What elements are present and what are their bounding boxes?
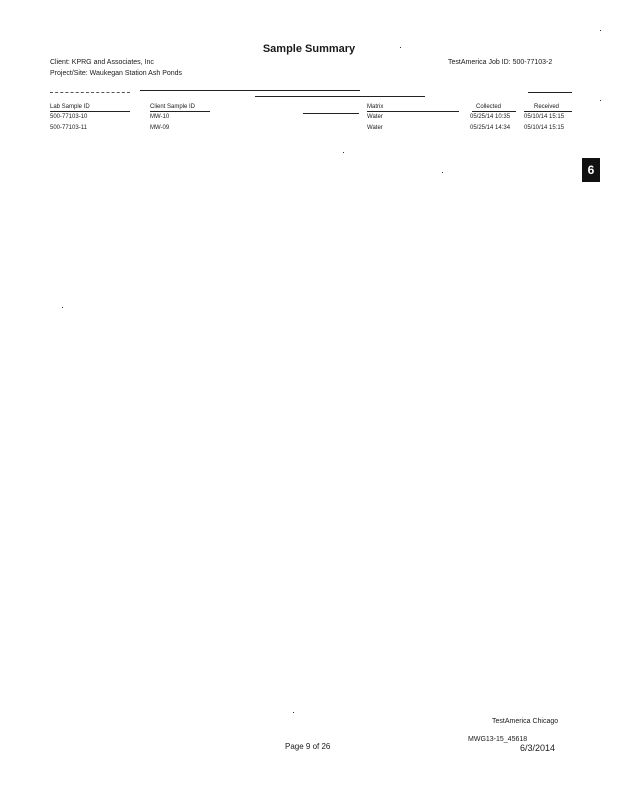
client-name: Client: KPRG and Associates, Inc [50,59,154,66]
scan-speck [400,47,401,48]
header-separator-mid2 [255,96,425,97]
col-collected: Collected [476,104,502,110]
scan-speck [62,307,63,308]
table-row-2-collected: 05/25/14 14:34 [470,125,511,131]
project-site: Project/Site: Waukegan Station Ash Ponds [50,70,183,77]
table-row-1-received: 05/10/14 15:15 [524,114,565,120]
footer-lab-name: TestAmerica Chicago [492,718,559,725]
col-matrix: Matrix [367,104,384,110]
job-id: TestAmerica Job ID: 500-77103-2 [448,59,553,66]
col-received: Received [534,104,560,110]
table-row-1-matrix: Water [367,114,383,120]
header-underline [50,111,130,112]
header-separator-left [50,92,130,93]
table-row-2-received: 05/10/14 15:15 [524,125,565,131]
section-tab: 6 [582,158,600,182]
scan-speck [293,712,294,713]
scan-speck [442,172,443,173]
table-row-1-collected: 05/25/14 10:35 [470,114,511,120]
header-underline [524,111,572,112]
table-row-2-matrix: Water [367,125,383,131]
table-row-1-lab-id: 500-77103-10 [50,114,88,120]
table-row-2-lab-id: 500-77103-11 [50,125,87,131]
footer-reference: MWG13-15_45618 [468,736,528,743]
page-title: Sample Summary [262,43,356,55]
col-client-sample-id: Client Sample ID [150,104,196,110]
table-row-2-client-id: MW-09 [150,125,170,131]
header-underline [303,113,359,114]
header-underline [150,111,210,112]
header-separator-right [528,92,572,93]
header-underline [472,111,516,112]
table-row-1-client-id: MW-10 [150,114,170,120]
scan-speck [600,100,601,101]
col-lab-sample-id: Lab Sample ID [50,104,90,110]
header-underline [367,111,459,112]
footer-date: 6/3/2014 [520,743,556,753]
header-separator-mid [140,90,360,91]
page-number: Page 9 of 26 [285,742,331,751]
scan-speck [600,30,601,31]
scan-speck [343,152,344,153]
